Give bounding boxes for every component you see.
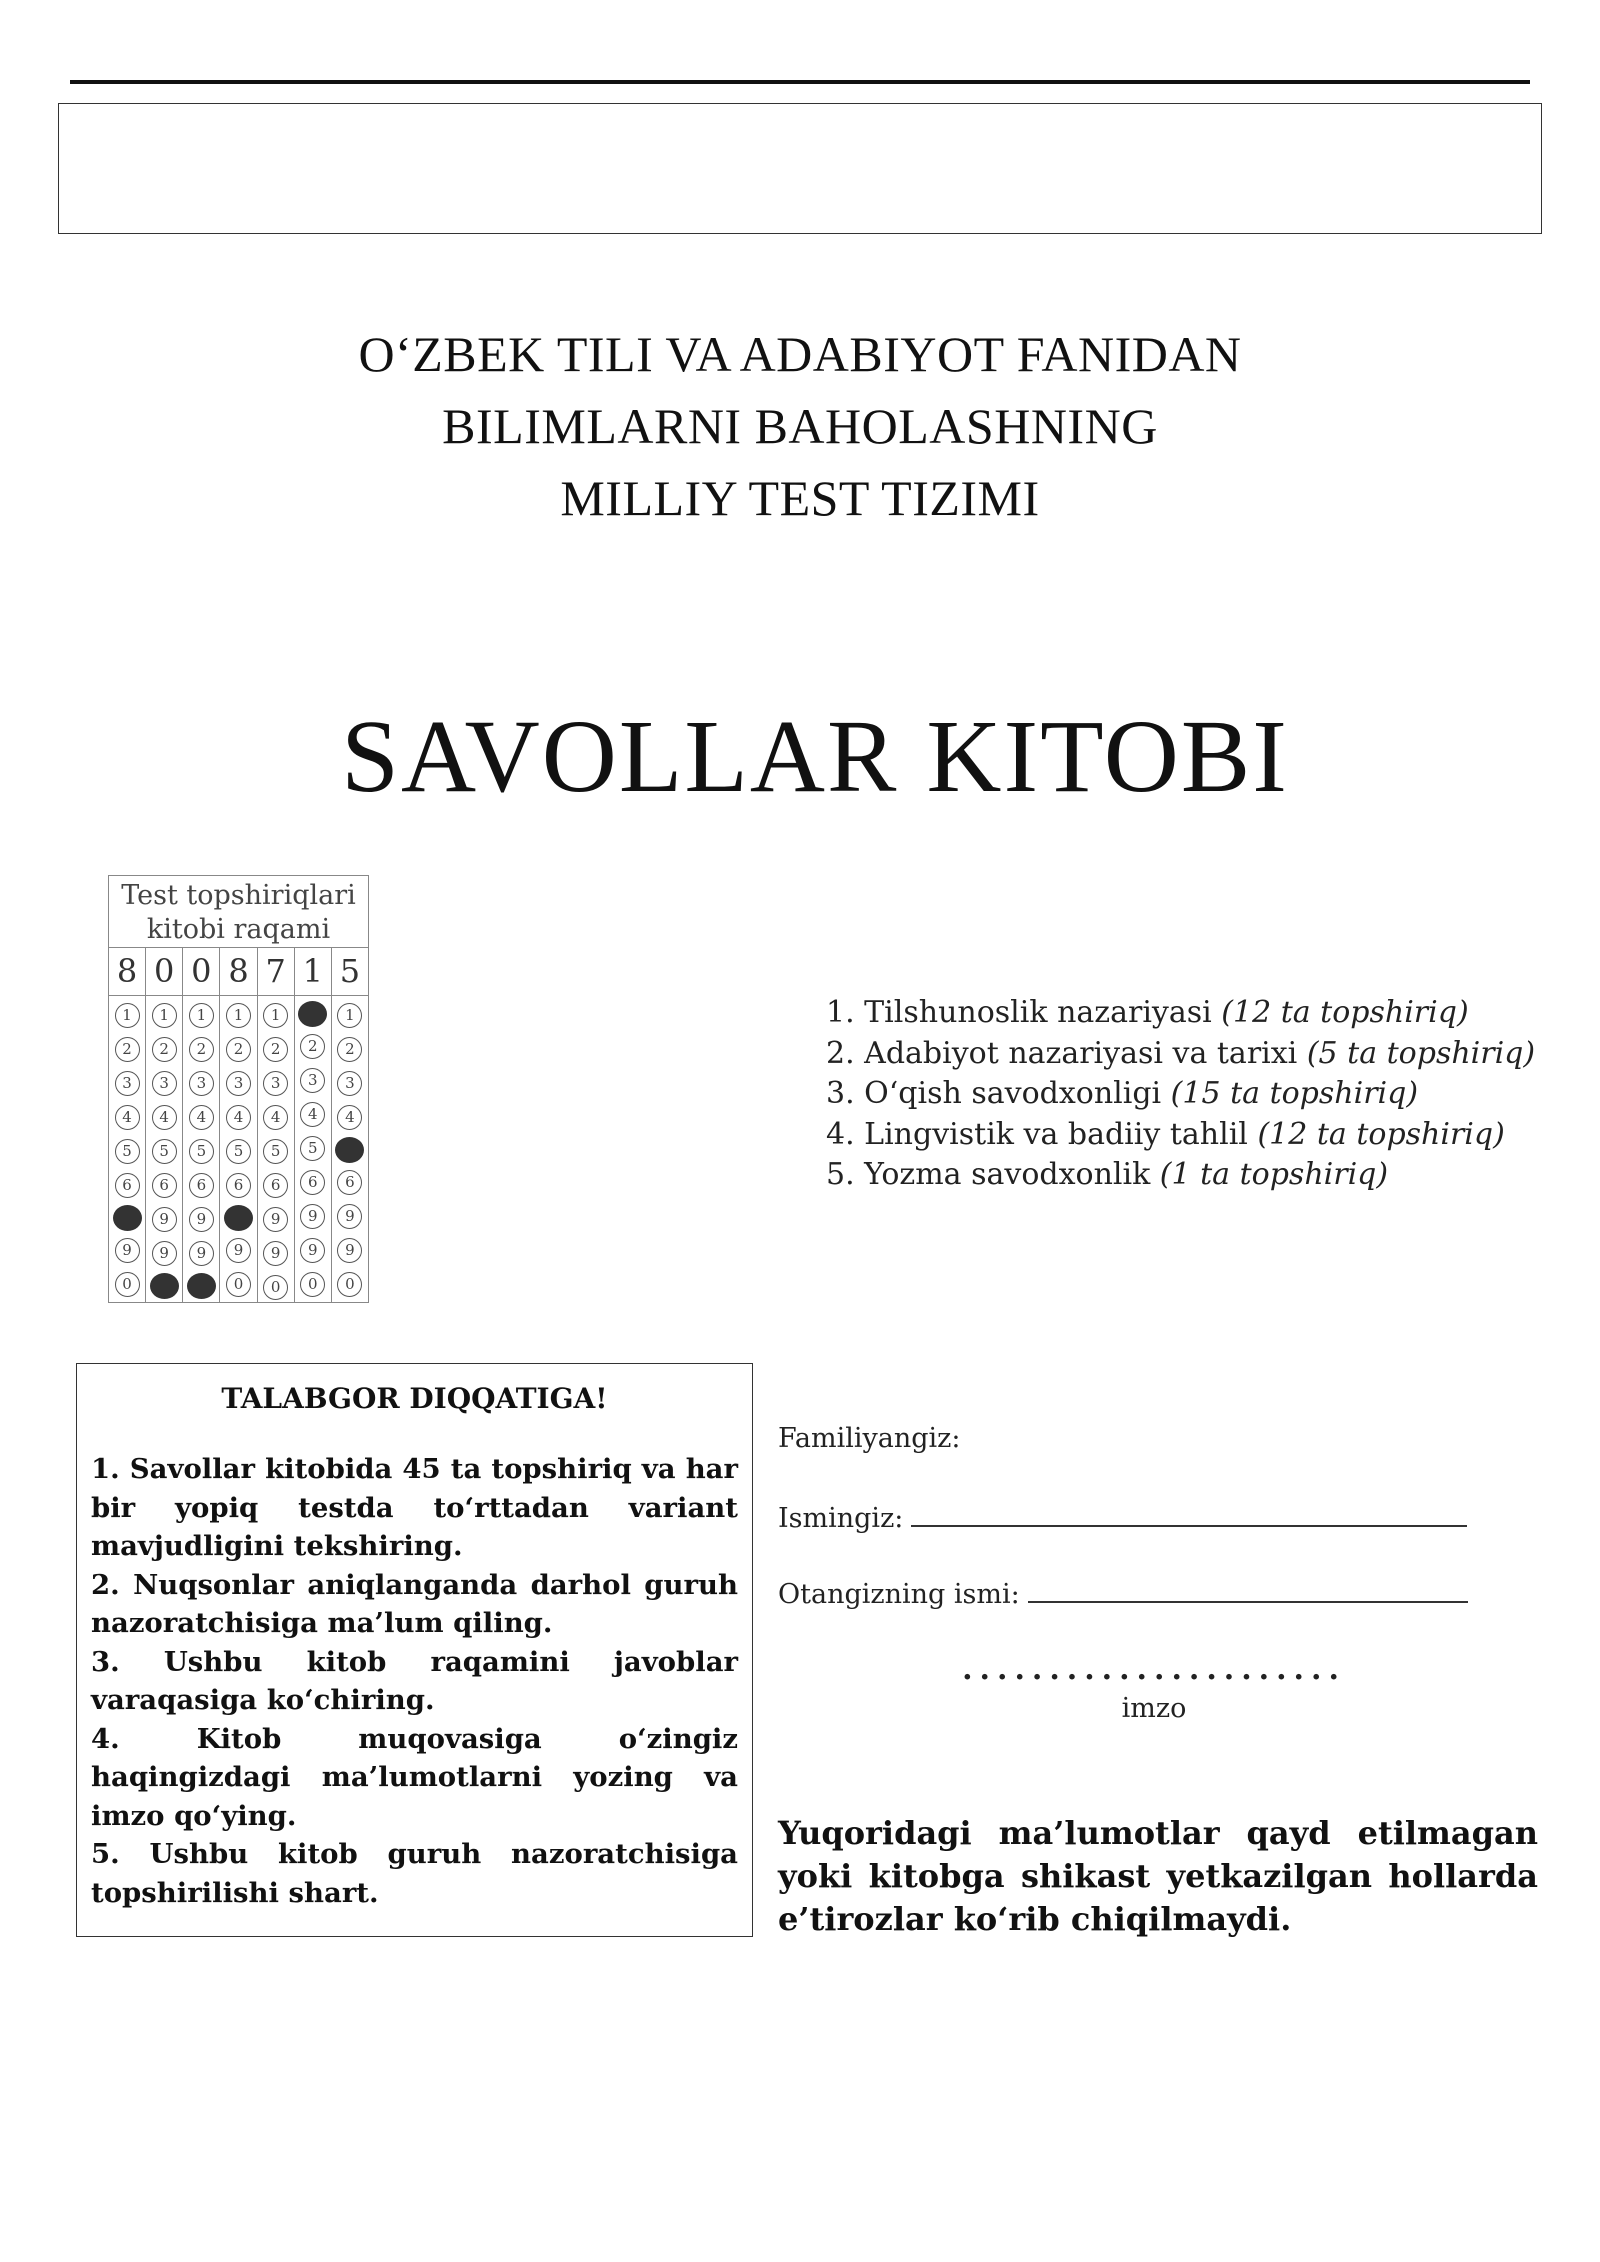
bubble[interactable]: 0 [300, 1272, 325, 1297]
bubble[interactable]: 6 [189, 1173, 214, 1198]
notice-item: 2. Nuqsonlar aniqlanganda darhol guruh nazoratchisiga ma’lum qiling. [91, 1568, 738, 1639]
filled-bubble[interactable] [298, 1001, 327, 1027]
booklet-number-label [109, 876, 368, 948]
bubble[interactable]: 9 [263, 1241, 288, 1266]
notice-title: TALABGOR DIQQATIGA! [221, 1382, 608, 1415]
bubble[interactable]: 6 [152, 1173, 177, 1198]
section-text: 4. Lingvistik va badiiy tahlil [826, 1116, 1258, 1152]
booklet-digit: 1 [294, 948, 331, 995]
section-item [826, 1115, 1535, 1156]
bubble[interactable]: 2 [226, 1037, 251, 1062]
bubble[interactable]: 2 [189, 1037, 214, 1062]
bubble-column [331, 996, 368, 1302]
booklet-digit: 5 [331, 948, 368, 995]
filled-bubble[interactable] [187, 1273, 216, 1299]
notice-box [76, 1363, 753, 1937]
bubble[interactable]: 6 [300, 1170, 325, 1195]
bubble[interactable]: 3 [189, 1071, 214, 1096]
booklet-digit: 0 [182, 948, 219, 995]
bubble[interactable]: 1 [189, 1003, 214, 1028]
bubble-column [257, 996, 294, 1302]
section-text: 1. Tilshunoslik nazariyasi [826, 995, 1222, 1030]
bubble[interactable]: 1 [115, 1003, 140, 1028]
signature-line[interactable]: ...................... [962, 1652, 1346, 1687]
filled-bubble[interactable] [113, 1205, 142, 1231]
bubble[interactable]: 2 [152, 1037, 177, 1062]
exam-title-line-1: O‘ZBEK TILI VA ADABIYOT FANIDAN [358, 326, 1242, 382]
father-name-label: Otangizning ismi: [778, 1579, 1020, 1610]
bubble[interactable]: 4 [337, 1105, 362, 1130]
bubble[interactable]: 6 [263, 1173, 288, 1198]
surname-label: Familiyangiz: [778, 1423, 961, 1454]
booklet-digit: 7 [257, 948, 294, 995]
bubble-column [219, 996, 256, 1302]
bubble[interactable]: 4 [300, 1102, 325, 1127]
section-text: 2. Adabiyot nazariyasi va tarixi [826, 1035, 1307, 1071]
bubble[interactable]: 0 [337, 1272, 362, 1297]
bubble[interactable]: 9 [115, 1238, 140, 1263]
booklet-number-digits [109, 948, 368, 996]
bubble[interactable]: 9 [300, 1204, 325, 1229]
bubble[interactable]: 5 [152, 1139, 177, 1164]
notice-item: 4. Kitob muqovasiga o‘zingiz haqingizdagi ma’lumotlarni yozing va imzo qo‘ying. [91, 1722, 738, 1832]
section-item [826, 1155, 1535, 1196]
bubble[interactable]: 9 [152, 1241, 177, 1266]
main-title: SAVOLLAR KITOBI [341, 699, 1289, 814]
bubble-grid [109, 996, 368, 1302]
bubble[interactable]: 5 [189, 1139, 214, 1164]
bubble[interactable]: 3 [337, 1071, 362, 1096]
section-note: (12 ta topshiriq) [1257, 1116, 1505, 1152]
name-field[interactable] [911, 1524, 1467, 1527]
bubble[interactable]: 4 [115, 1105, 140, 1130]
bubble-column [145, 996, 182, 1302]
bubble[interactable]: 9 [337, 1204, 362, 1229]
bubble[interactable]: 1 [226, 1003, 251, 1028]
booklet-number-label-line-2: kitobi raqami [146, 914, 331, 945]
section-text: 5. Yozma savodxonlik [826, 1157, 1160, 1192]
name-row [778, 1503, 1467, 1534]
exam-title-line-2: BILIMLARNI BAHOLASHNING [442, 398, 1158, 454]
bubble[interactable]: 2 [263, 1037, 288, 1062]
father-name-field[interactable] [1028, 1600, 1468, 1603]
bubble[interactable]: 1 [337, 1003, 362, 1028]
bubble[interactable]: 5 [226, 1139, 251, 1164]
header-box [58, 103, 1542, 234]
bubble[interactable]: 5 [300, 1136, 325, 1161]
bubble[interactable]: 9 [337, 1238, 362, 1263]
bubble[interactable]: 5 [263, 1139, 288, 1164]
section-note: (12 ta topshiriq) [1221, 995, 1469, 1030]
bubble[interactable]: 6 [115, 1173, 140, 1198]
booklet-number-sheet [108, 875, 369, 1303]
booklet-digit: 8 [116, 952, 138, 990]
bubble[interactable]: 1 [263, 1003, 288, 1028]
section-note: (15 ta topshiriq) [1170, 1076, 1419, 1111]
section-text: 3. O‘qish savodxonligi [826, 1076, 1171, 1111]
bubble[interactable]: 6 [226, 1173, 251, 1198]
bubble[interactable]: 4 [189, 1105, 214, 1130]
filled-bubble[interactable] [335, 1137, 364, 1163]
top-rule [70, 80, 1530, 84]
bubble[interactable]: 0 [115, 1272, 140, 1297]
bubble[interactable]: 9 [152, 1207, 177, 1232]
bubble[interactable]: 3 [226, 1071, 251, 1096]
bubble[interactable]: 3 [300, 1068, 325, 1093]
surname-row [778, 1423, 961, 1454]
notice-item: 5. Ushbu kitob guruh nazoratchisiga topshirilishi shart. [91, 1838, 738, 1909]
notice-item: 3. Ushbu kitob raqamini javoblar varaqasiga ko‘chiring. [91, 1645, 738, 1716]
section-note: (1 ta topshiriq) [1159, 1157, 1389, 1192]
booklet-digit: 0 [145, 948, 182, 995]
sections-list [826, 993, 1535, 1196]
father-name-row [778, 1579, 1468, 1610]
bubble[interactable]: 0 [263, 1275, 288, 1300]
bubble[interactable]: 4 [263, 1105, 288, 1130]
bubble[interactable]: 1 [152, 1003, 177, 1028]
bubble[interactable]: 9 [300, 1238, 325, 1263]
notice-item: 1. Savollar kitobida 45 ta topshiriq va har bir yopiq testda to‘rttadan variant mavjudligini tekshiring. [91, 1453, 738, 1562]
bubble[interactable]: 9 [263, 1207, 288, 1232]
bubble[interactable]: 9 [189, 1241, 214, 1266]
name-label: Ismingiz: [778, 1503, 904, 1534]
section-item [826, 1074, 1535, 1115]
booklet-number-label-line-1: Test topshiriqlari [121, 880, 356, 911]
section-note: (5 ta topshiriq) [1306, 1035, 1536, 1071]
signature-label: imzo [1121, 1693, 1187, 1724]
bubble-column [294, 996, 331, 1302]
bubble[interactable]: 2 [300, 1034, 325, 1059]
filled-bubble[interactable] [150, 1273, 179, 1299]
bubble[interactable]: 9 [189, 1207, 214, 1232]
bubble[interactable]: 6 [337, 1170, 362, 1195]
bubble-column [109, 996, 145, 1302]
booklet-digit: 8 [219, 948, 256, 995]
bubble[interactable]: 2 [337, 1037, 362, 1062]
exam-title [0, 318, 1600, 534]
filled-bubble[interactable] [224, 1205, 253, 1231]
bubble[interactable]: 3 [263, 1071, 288, 1096]
bubble[interactable]: 3 [115, 1071, 140, 1096]
bubble[interactable]: 5 [115, 1139, 140, 1164]
bubble[interactable]: 3 [152, 1071, 177, 1096]
bubble[interactable]: 2 [115, 1037, 140, 1062]
section-item [826, 993, 1535, 1034]
bubble-column [182, 996, 219, 1302]
bubble[interactable]: 0 [226, 1272, 251, 1297]
exam-title-line-3: MILLIY TEST TIZIMI [560, 470, 1040, 526]
bubble[interactable]: 4 [152, 1105, 177, 1130]
section-item [826, 1034, 1535, 1075]
bubble[interactable]: 4 [226, 1105, 251, 1130]
warning-text: Yuqoridagi ma’lumotlar qayd etilmagan yoki kitobga shikast yetkazilgan hollarda e’tirozlar ko‘rib chiqilmaydi. [778, 1814, 1538, 1938]
bubble[interactable]: 9 [226, 1238, 251, 1263]
